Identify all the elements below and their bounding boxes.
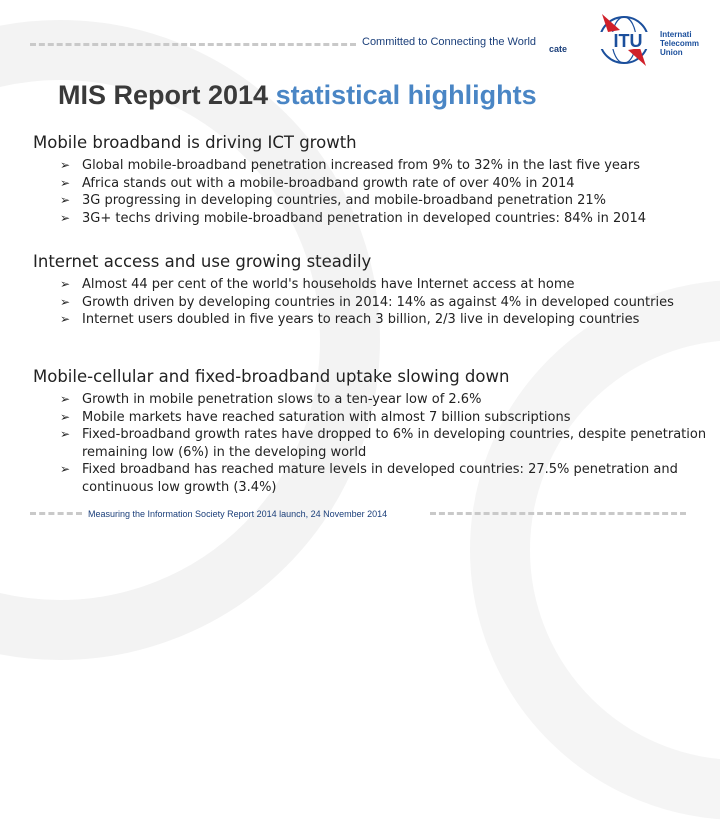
arrowhead-bullet-icon: ➢: [60, 210, 71, 225]
list-item: ➢ Mobile markets have reached saturation with almost 7 billion subscriptions: [60, 409, 571, 425]
footer-text: Measuring the Information Society Report 2014 launch, 24 November 2014: [88, 509, 388, 519]
list-item: ➢ Global mobile-broadband penetration increased from 9% to 32% in the last five years: [60, 158, 640, 173]
background-arc-left: [0, 20, 380, 660]
section-heading-mobile-broadband: Mobile broadband is driving ICT growth: [33, 133, 357, 152]
list-item: ➢ 3G progressing in developing countries, and mobile-broadband penetration 21%: [60, 193, 606, 208]
list-item: ➢ Fixed-broadband growth rates have dropped to 6% in developing countries, despite penetration remaining low (6%) in the developing world: [60, 427, 707, 460]
arrowhead-bullet-icon: ➢: [60, 175, 71, 190]
arrowhead-bullet-icon: ➢: [60, 462, 71, 476]
background-arc-right: [470, 280, 720, 820]
list-item: ➢ Growth driven by developing countries in 2014: 14% as against 4% in developed countries: [60, 294, 674, 310]
section-heading-mobile-cellular: Mobile-cellular and fixed-broadband uptake slowing down: [33, 367, 510, 386]
arrowhead-bullet-icon: ➢: [60, 312, 71, 326]
bullet-list-mobile-broadband: [60, 157, 710, 227]
arrowhead-bullet-icon: ➢: [60, 294, 71, 309]
bullet-list-internet-access: [60, 276, 710, 329]
arrowhead-bullet-icon: ➢: [60, 392, 71, 406]
list-item: ➢ Internet users doubled in five years to reach 3 billion, 2/3 live in developing countries: [60, 312, 640, 327]
list-item: ➢ Africa stands out with a mobile-broadband growth rate of over 40% in 2014: [60, 175, 575, 191]
arrowhead-bullet-icon: ➢: [60, 409, 71, 424]
page-title-main: MIS Report 2014: [58, 80, 269, 110]
list-item: ➢ Growth in mobile penetration slows to a ten-year low of 2.6%: [60, 392, 482, 407]
header-dashed-rule: [30, 43, 356, 46]
arrowhead-bullet-icon: ➢: [60, 277, 71, 291]
section-heading-internet-access: Internet access and use growing steadily: [33, 252, 372, 271]
header-tagline-suffix: cate: [549, 44, 568, 54]
list-item: ➢ Almost 44 per cent of the world's households have Internet access at home: [60, 277, 575, 292]
footer-dashed-rule-left: [30, 512, 82, 515]
arrowhead-bullet-icon: ➢: [60, 193, 71, 207]
header-tagline: Committed to Connecting the World: [362, 36, 537, 48]
itu-logo-wordmark: Internati Telecomm Union: [660, 30, 699, 57]
page-title: [58, 80, 537, 111]
bullet-list-mobile-cellular: [60, 391, 710, 496]
list-item: ➢ Fixed broadband has reached mature levels in developed countries: 27.5% penetration and continuous low growth (3.4%): [60, 462, 678, 495]
list-item: ➢ 3G+ techs driving mobile-broadband penetration in developed countries: 84% in 2014: [60, 210, 647, 226]
itu-logo-letters: ITU: [613, 31, 643, 51]
arrowhead-bullet-icon: ➢: [60, 427, 71, 441]
itu-logo-icon: [594, 8, 720, 72]
page-title-accent: statistical highlights: [275, 80, 537, 110]
arrowhead-bullet-icon: ➢: [60, 158, 71, 172]
footer-dashed-rule-right: [430, 512, 686, 515]
